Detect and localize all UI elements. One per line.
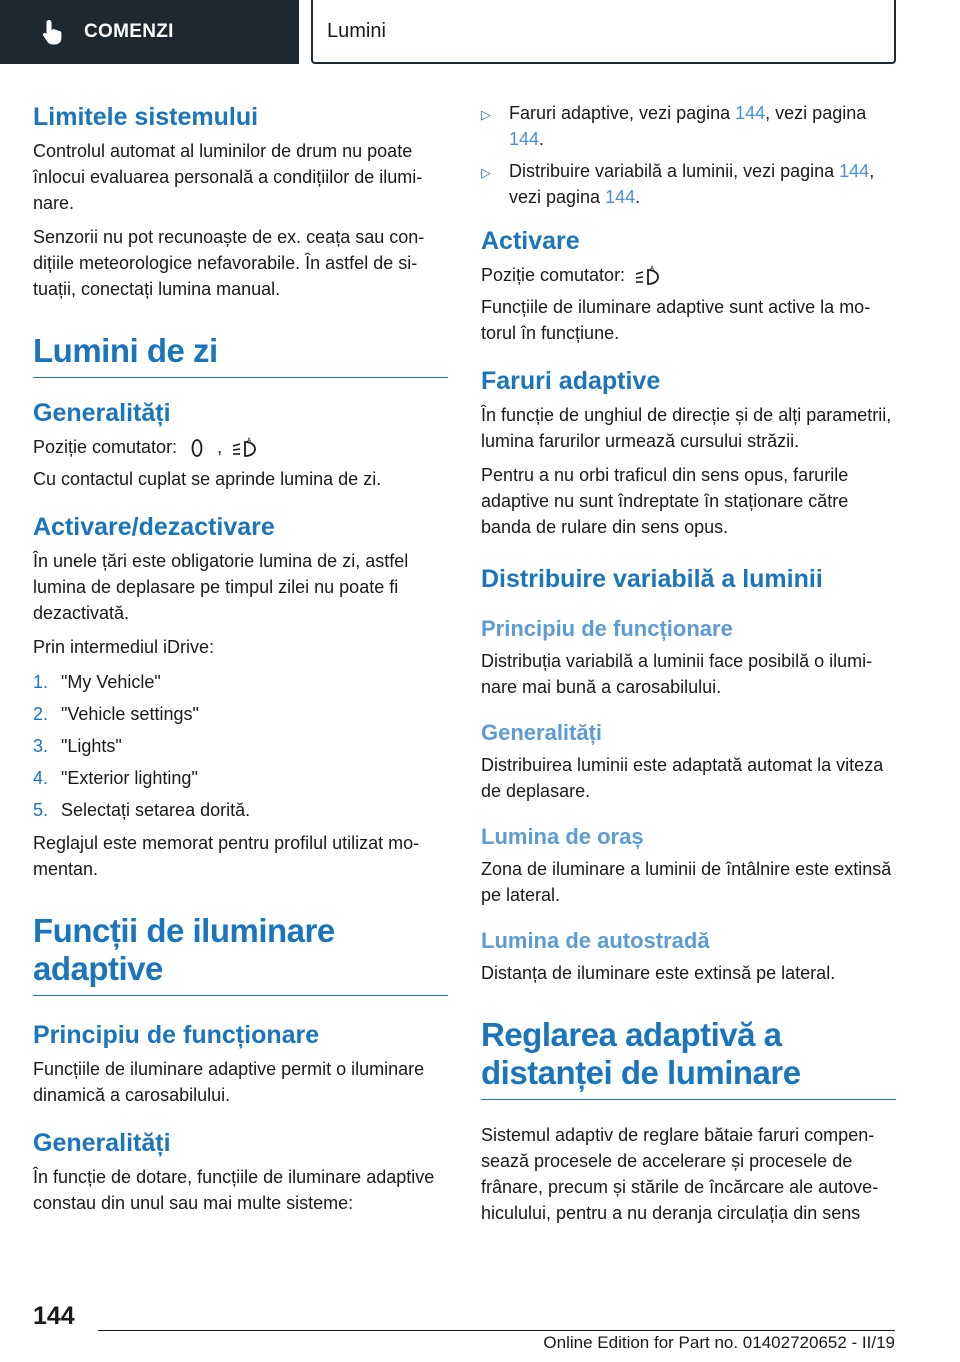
heading-general: Generalități bbox=[33, 399, 171, 427]
page-link[interactable]: 144 bbox=[839, 161, 870, 181]
paragraph: Zona de iluminare a luminii de întâlnire este extinsă pe lateral. bbox=[481, 859, 892, 905]
page-number: 144 bbox=[33, 1302, 75, 1330]
list-item: 5. Selectați setarea dorită. bbox=[33, 800, 251, 820]
paragraph: În funcție de dotare, funcțiile de iluminare adaptive constau din unul sau mai multe sisteme: bbox=[33, 1167, 435, 1213]
footer-divider bbox=[98, 1330, 895, 1331]
heading-adaptive-range-control: Reglarea adaptivă a distanței de luminare bbox=[481, 1016, 896, 1100]
paragraph: Funcțiile de iluminare adaptive sunt active la motorul în funcțiune. bbox=[481, 297, 871, 343]
paragraph: În funcție de unghiul de direcție și de alți parametrii, lumina farurilor urmează cursului străzii. bbox=[481, 405, 892, 451]
paragraph: Distribuirea luminii este adaptată automat la viteza de deplasare. bbox=[481, 755, 884, 801]
paragraph: Sistemul adaptiv de reglare bătaie faruri compensează procesele de accelerare și procesele de frânare, precum și stările de încărcare ale autovehiculului, pentru a nu deranja circulația din sens bbox=[481, 1125, 879, 1223]
heading-daytime-lights: Lumini de zi bbox=[33, 332, 448, 378]
switch-position-line bbox=[481, 262, 896, 288]
list-item: 4. "Exterior lighting" bbox=[33, 768, 198, 788]
triangle-bullet-icon: ▷ bbox=[481, 165, 491, 180]
pointing-hand-icon bbox=[40, 18, 66, 46]
left-column bbox=[33, 100, 448, 1216]
heading-adaptive-light-functions: Funcții de iluminare adaptive bbox=[33, 912, 448, 996]
idrive-steps-list bbox=[33, 666, 448, 826]
switch-position-label: Poziție comutator: bbox=[481, 265, 626, 285]
paragraph: Pentru a nu orbi traficul din sens opus, farurile adaptive nu sunt îndreptate în staționare către banda de rulare din sens opus. bbox=[481, 465, 849, 537]
light-switch-off-icon bbox=[186, 437, 208, 459]
heading-general: Generalități bbox=[33, 1129, 171, 1157]
svg-text:A: A bbox=[650, 265, 655, 273]
subheading-general: Generalități bbox=[481, 720, 603, 745]
heading-adaptive-headlights: Faruri adaptive bbox=[481, 367, 661, 395]
automatic-headlight-icon bbox=[634, 265, 662, 287]
chapter-tab[interactable] bbox=[0, 0, 299, 64]
subheading-working-principle: Principiu de funcționare bbox=[481, 616, 733, 641]
heading-activate-deactivate: Activare/dezactivare bbox=[33, 513, 275, 541]
page-link[interactable]: 144 bbox=[605, 187, 636, 207]
switch-position-label: Poziție comutator: bbox=[33, 437, 178, 457]
list-item: ▷ Distribuire variabilă a luminii, vezi pagina 144, vezi pagina 144. bbox=[481, 158, 896, 210]
subheading-highway-light: Lumina de autostradă bbox=[481, 928, 710, 953]
page-link[interactable]: 144 bbox=[509, 129, 540, 149]
separator: , bbox=[217, 437, 223, 457]
paragraph: Cu contactul cuplat se aprinde lumina de zi. bbox=[33, 469, 382, 489]
page-link[interactable]: 144 bbox=[735, 103, 766, 123]
paragraph: Prin intermediul iDrive: bbox=[33, 637, 215, 657]
paragraph: Reglajul este memorat pentru profilul utilizat momentan. bbox=[33, 833, 420, 879]
paragraph: Distribuția variabilă a luminii face posibilă o iluminare mai bună a carosabilului. bbox=[481, 651, 873, 697]
switch-position-line bbox=[33, 434, 448, 460]
edition-note: Online Edition for Part no. 01402720652 - II/19 bbox=[543, 1333, 895, 1352]
adaptive-systems-list bbox=[481, 100, 896, 210]
list-item: ▷ Faruri adaptive, vezi pagina 144, vezi pagina 144. bbox=[481, 100, 896, 152]
heading-system-limits: Limitele sistemului bbox=[33, 103, 259, 131]
triangle-bullet-icon: ▷ bbox=[481, 107, 491, 122]
svg-text:A: A bbox=[247, 437, 252, 445]
paragraph: Distanța de iluminare este extinsă pe lateral. bbox=[481, 963, 836, 983]
automatic-headlight-icon bbox=[231, 437, 259, 459]
heading-working-principle: Principiu de funcționare bbox=[33, 1021, 320, 1049]
list-item: 1. "My Vehicle" bbox=[33, 672, 161, 692]
list-item: 2. "Vehicle settings" bbox=[33, 704, 199, 724]
heading-activation: Activare bbox=[481, 227, 580, 255]
heading-variable-light-distribution: Distribuire variabilă a luminii bbox=[481, 565, 823, 593]
paragraph: În unele țări este obligatorie lumina de zi, astfel lumina de deplasare pe timpul zilei nu poate fi dezactivată. bbox=[33, 551, 409, 623]
paragraph: Controlul automat al luminilor de drum nu poate înlocui evaluarea personală a condițiilor de iluminare. bbox=[33, 141, 423, 213]
right-column bbox=[481, 100, 896, 1226]
chapter-tab-label: COMENZI bbox=[84, 21, 174, 42]
section-title: Lumini bbox=[327, 19, 386, 42]
subheading-city-light: Lumina de oraș bbox=[481, 824, 644, 849]
section-header bbox=[311, 0, 896, 64]
paragraph: Senzorii nu pot recunoaște de ex. ceața sau condițiile meteorologice nefavorabile. În astfel de situații, conectați lumina manual. bbox=[33, 227, 425, 299]
list-item: 3. "Lights" bbox=[33, 736, 122, 756]
paragraph: Funcțiile de iluminare adaptive permit o iluminare dinamică a carosabilului. bbox=[33, 1059, 425, 1105]
